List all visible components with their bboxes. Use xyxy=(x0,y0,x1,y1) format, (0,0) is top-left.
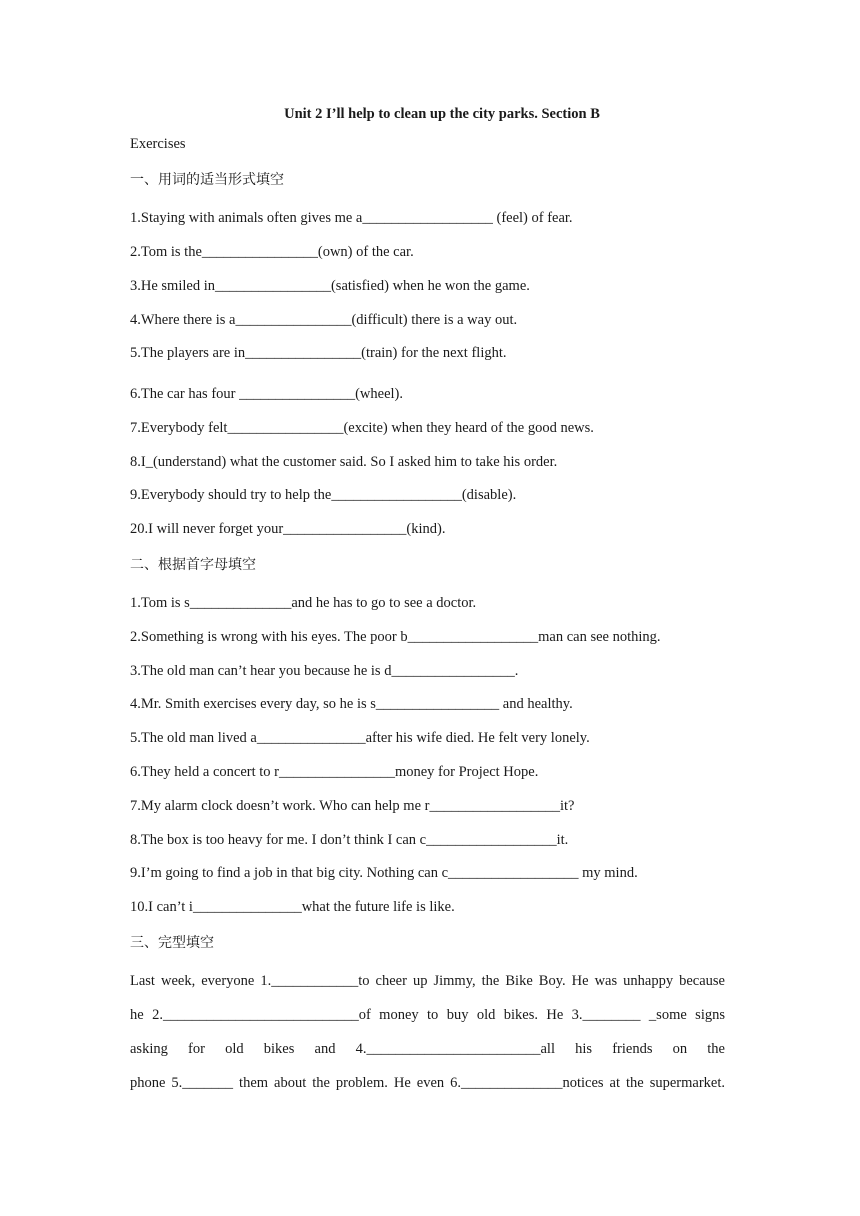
cloze-line: phone 5._______ them about the problem. He even 6.______________notices at the supermarket. xyxy=(130,1075,725,1091)
exercise-item: 9.I’m going to find a job in that big city. Nothing can c__________________ my mind. xyxy=(130,865,638,881)
section-2-heading: 二、根据首字母填空 xyxy=(130,557,256,573)
section-1-heading: 一、用词的适当形式填空 xyxy=(130,172,284,188)
document-title: Unit 2 I’ll help to clean up the city parks. Section B xyxy=(284,106,600,122)
exercise-item: 7.My alarm clock doesn’t work. Who can help me r__________________it? xyxy=(130,798,575,814)
exercise-item: 3.The old man can’t hear you because he is d_________________. xyxy=(130,663,519,679)
cloze-line: asking for old bikes and 4.________________________all his friends on the xyxy=(130,1041,725,1057)
exercise-item: 8.The box is too heavy for me. I don’t think I can c__________________it. xyxy=(130,832,569,848)
exercise-item: 4.Where there is a________________(difficult) there is a way out. xyxy=(130,312,518,328)
exercise-item: 2.Something is wrong with his eyes. The poor b__________________man can see nothing. xyxy=(130,629,661,645)
exercise-item: 5.The players are in________________(train) for the next flight. xyxy=(130,345,507,361)
exercise-item: 9.Everybody should try to help the__________________(disable). xyxy=(130,487,517,503)
exercise-item: 2.Tom is the________________(own) of the car. xyxy=(130,244,414,260)
exercise-item: 5.The old man lived a_______________after his wife died. He felt very lonely. xyxy=(130,730,590,746)
exercise-item: 6.They held a concert to r________________money for Project Hope. xyxy=(130,764,539,780)
exercise-item: 7.Everybody felt________________(excite) when they heard of the good news. xyxy=(130,420,594,436)
exercise-item: 4.Mr. Smith exercises every day, so he is s_________________ and healthy. xyxy=(130,696,573,712)
exercises-label: Exercises xyxy=(130,136,186,152)
exercise-item: 20.I will never forget your_________________(kind). xyxy=(130,521,446,537)
section-3-heading: 三、完型填空 xyxy=(130,935,214,951)
exercise-item: 1.Tom is s______________and he has to go to see a doctor. xyxy=(130,595,477,611)
exercise-item: 1.Staying with animals often gives me a__________________ (feel) of fear. xyxy=(130,210,573,226)
cloze-line: Last week, everyone 1.____________to cheer up Jimmy, the Bike Boy. He was unhappy because xyxy=(130,973,725,989)
exercise-item: 6.The car has four ________________(wheel). xyxy=(130,386,404,402)
exercise-item: 10.I can’t i_______________what the future life is like. xyxy=(130,899,455,915)
cloze-line: he 2.___________________________of money to buy old bikes. He 3.________ _some signs xyxy=(130,1007,725,1023)
exercise-item: 8.I_(understand) what the customer said. So I asked him to take his order. xyxy=(130,454,558,470)
exercise-item: 3.He smiled in________________(satisfied) when he won the game. xyxy=(130,278,530,294)
